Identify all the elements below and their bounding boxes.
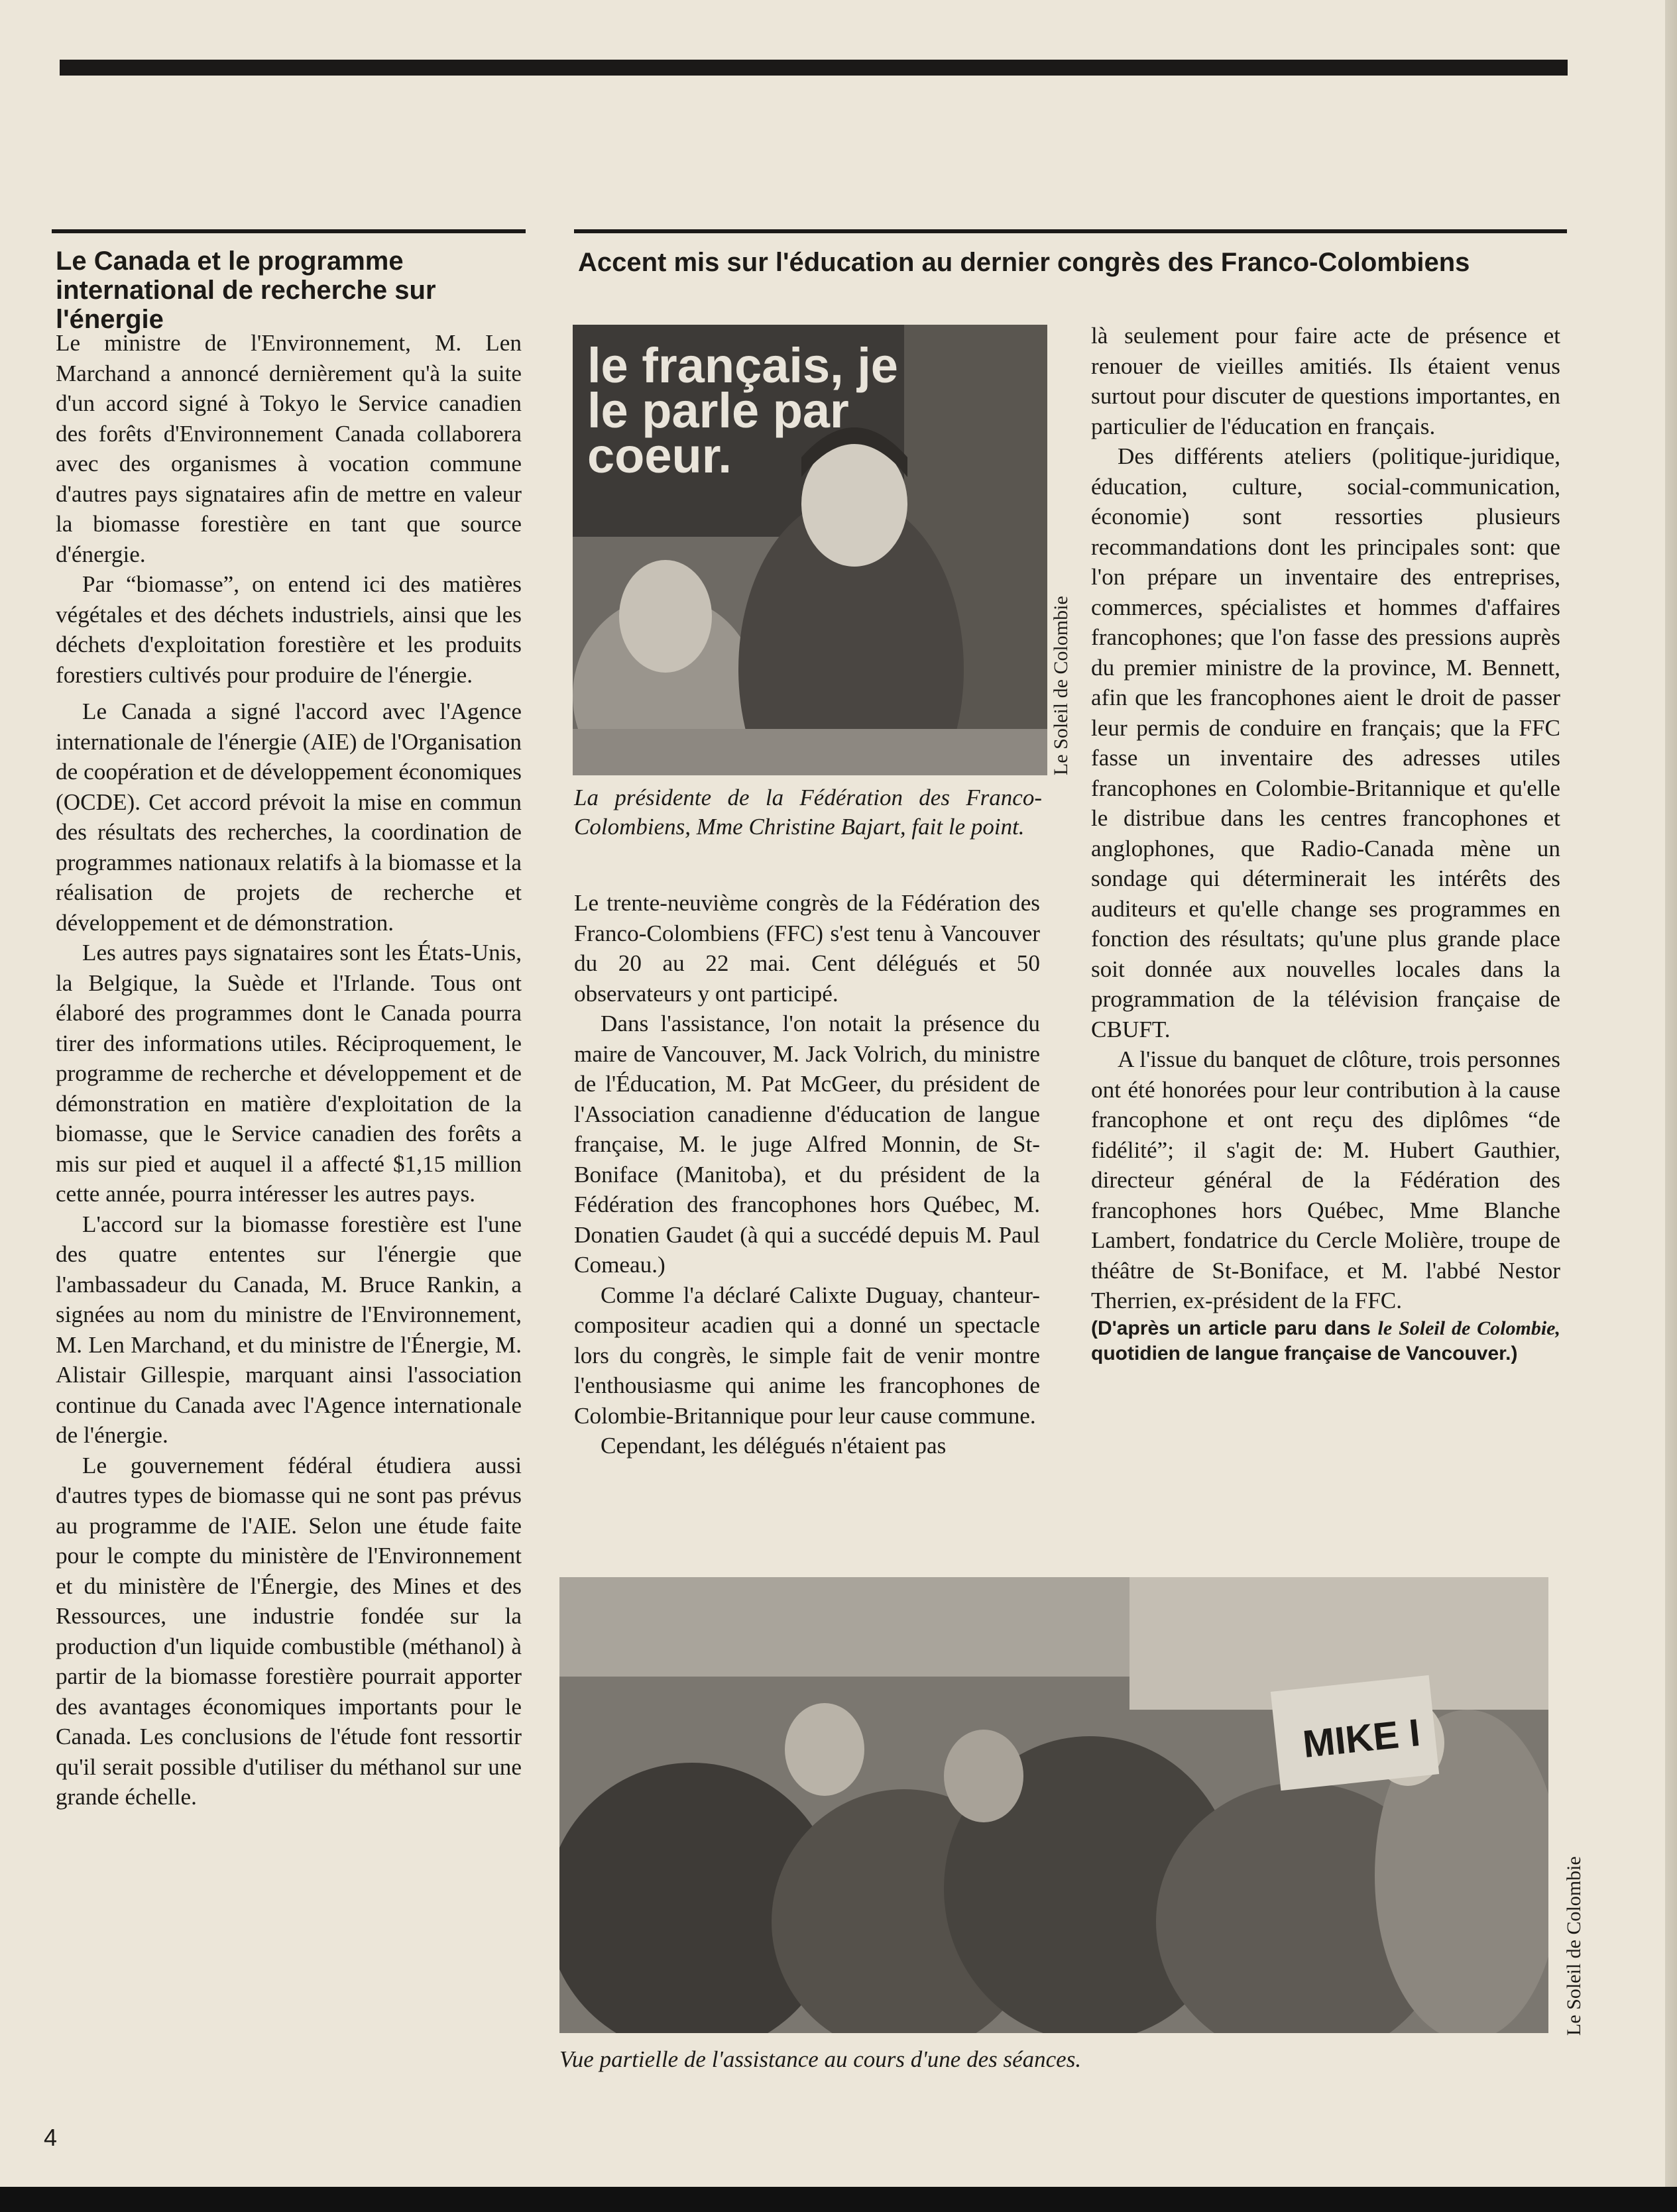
paragraph: Par “biomasse”, on entend ici des matières végétales et des déchets industriels, ainsi que les déchets d'exploitation forestière et les produits forestiers cultivés pour produire de l'énergie.	[56, 571, 522, 688]
paragraph: Des différents ateliers (politique-juridique, éducation, culture, social-communication, économie) sont ressorties plusieurs recommandations dont les principales sont: que l'on prépare un inventaire des entreprises, commerces, spécialistes et hommes d'affaires francophones; que l'on fasse des pressions auprès du premier ministre de la province, M. Bennett, afin que les francophones aient le droit de passer leur permis de conduire en français; que la FFC fasse un inventaire des adresses utiles francophones en Colombie-Britannique et qu'elle le distribue dans les centres francophones et anglophones, que Radio-Canada mène un sondage qui déterminerait les intérêts des auditeurs et qu'elle change ses programmes en fonction des résultats; qu'une plus grande place soit donnée aux nouvelles locales dans la programmation de la télévision française de CBUFT.	[1091, 443, 1560, 1042]
left-column	[56, 328, 522, 1812]
photo-president	[573, 325, 1047, 775]
right-headline: Accent mis sur l'éducation au dernier congrès des Franco-Colombiens	[578, 248, 1470, 277]
middle-column	[574, 888, 1040, 1461]
paragraph: Le Canada a signé l'accord avec l'Agence internationale de l'énergie (AIE) de l'Organisation de coopération et de développement économiques (OCDE). Cet accord prévoit la mise en commun des résultats des recherches, la coordination de programmes nationaux relatifs à la biomasse et la réalisation de projets de recherche et développement et de démonstration.	[56, 698, 522, 936]
photo-sign-text: le français, je le parle par coeur.	[587, 338, 898, 483]
photo-credit: Le Soleil de Colombie	[1050, 596, 1072, 775]
page-edge	[1665, 0, 1677, 2212]
paragraph: là seulement pour faire acte de présence et renouer de vieilles amitiés. Ils étaient venus surtout pour discuter de questions importantes, en particulier de l'éducation en français.	[1091, 323, 1560, 439]
paragraph: L'accord sur la biomasse forestière est l'une des quatre ententes sur l'énergie que l'ambassadeur du Canada, M. Bruce Rankin, a signées au nom du ministre de l'Environnement, M. Len Marchand, et du ministre de l'Énergie, M. Alistair Gillespie, marquant ainsi l'association continue du Canada avec l'Agence internationale de l'énergie.	[56, 1211, 522, 1448]
left-headline: Le Canada et le programme international de recherche sur l'énergie	[56, 247, 436, 334]
bottom-band	[0, 2187, 1677, 2212]
photo-credit: Le Soleil de Colombie	[1563, 1856, 1585, 2036]
paragraph: Le ministre de l'Environnement, M. Len Marchand a annoncé dernièrement qu'à la suite d'un accord signé à Tokyo le Service canadien des forêts d'Environnement Canada collaborera avec des organismes à vocation commune d'autres pays signataires afin de mettre en valeur la biomasse forestière en tant que source d'énergie.	[56, 330, 522, 567]
paragraph: Le trente-neuvième congrès de la Fédération des Franco-Colombiens (FFC) s'est tenu à Vancouver du 20 au 22 mai. Cent délégués et 50 observateurs y ont participé.	[574, 890, 1040, 1007]
right-column	[1091, 321, 1560, 1366]
page-number: 4	[44, 2124, 58, 2151]
photo-assembly	[559, 1577, 1548, 2033]
photo-sign-text: MIKE I	[1301, 1710, 1422, 1767]
source-suffix: quotidien de langue française de Vancouver.)	[1091, 1342, 1518, 1364]
source-prefix: (D'après un article paru dans	[1091, 1317, 1378, 1339]
photo-caption: La présidente de la Fédération des Franco-Colombiens, Mme Christine Bajart, fait le point.	[574, 785, 1042, 840]
paragraph: Les autres pays signataires sont les États-Unis, la Belgique, la Suède et l'Irlande. Tous ont élaboré des programmes dont le Canada pourra tirer des informations utiles. Réciproquement, le programme de recherche et développement et de démonstration en matière d'exploitation de la biomasse, que le Service canadien des forêts a mis sur pied et auquel il a affecté $1,15 million cette année, pourra intéresser les autres pays.	[56, 940, 522, 1207]
photo-caption: Vue partielle de l'assistance au cours d'une des séances.	[559, 2046, 1082, 2072]
left-head-rule	[52, 229, 526, 233]
paragraph: A l'issue du banquet de clôture, trois personnes ont été honorées pour leur contribution à la cause francophone et ont reçu des diplômes “de fidélité”; il s'agit de: M. Hubert Gauthier, directeur général de la Fédération des francophones hors Québec, Mme Blanche Lambert, fondatrice du Cercle Molière, troupe de théâtre de St-Boniface, et M. l'abbé Nestor Therrien, ex-président de la FFC.	[1091, 1046, 1560, 1313]
paragraph: Cependant, les délégués n'étaient pas	[601, 1433, 947, 1459]
paragraph: Dans l'assistance, l'on notait la présence du maire de Vancouver, M. Jack Volrich, du ministre de l'Éducation, M. Pat McGeer, du président de l'Association canadienne d'éducation de langue française, M. le juge Alfred Monnin, de St-Boniface (Manitoba), et du président de la Fédération des francophones hors Québec, M. Donatien Gaudet (à qui a succédé depuis M. Paul Comeau.)	[574, 1011, 1040, 1278]
photo-assembly-image	[559, 1577, 1548, 2033]
right-head-rule	[574, 229, 1567, 233]
top-rule	[60, 60, 1568, 76]
source-publication: le Soleil de Colombie,	[1377, 1317, 1560, 1339]
paragraph: Comme l'a déclaré Calixte Duguay, chanteur-compositeur acadien qui a donné un spectacle lors du congrès, le simple fait de venir montre l'enthousiasme qui anime les francophones de Colombie-Britannique pour leur cause commune.	[574, 1282, 1040, 1429]
paragraph: Le gouvernement fédéral étudiera aussi d'autres types de biomasse qui ne sont pas prévus au programme de l'AIE. Selon une étude faite pour le compte du ministère de l'Environnement et du ministère de l'Énergie, des Mines et des Ressources, une industrie fondée sur la production d'un liquide combustible (méthanol) à partir de la biomasse forestière pourrait apporter des avantages économiques importants pour le Canada. Les conclusions de l'étude font ressortir qu'il serait possible d'utiliser du méthanol sur une grande échelle.	[56, 1452, 522, 1810]
source-note	[1091, 1316, 1560, 1366]
